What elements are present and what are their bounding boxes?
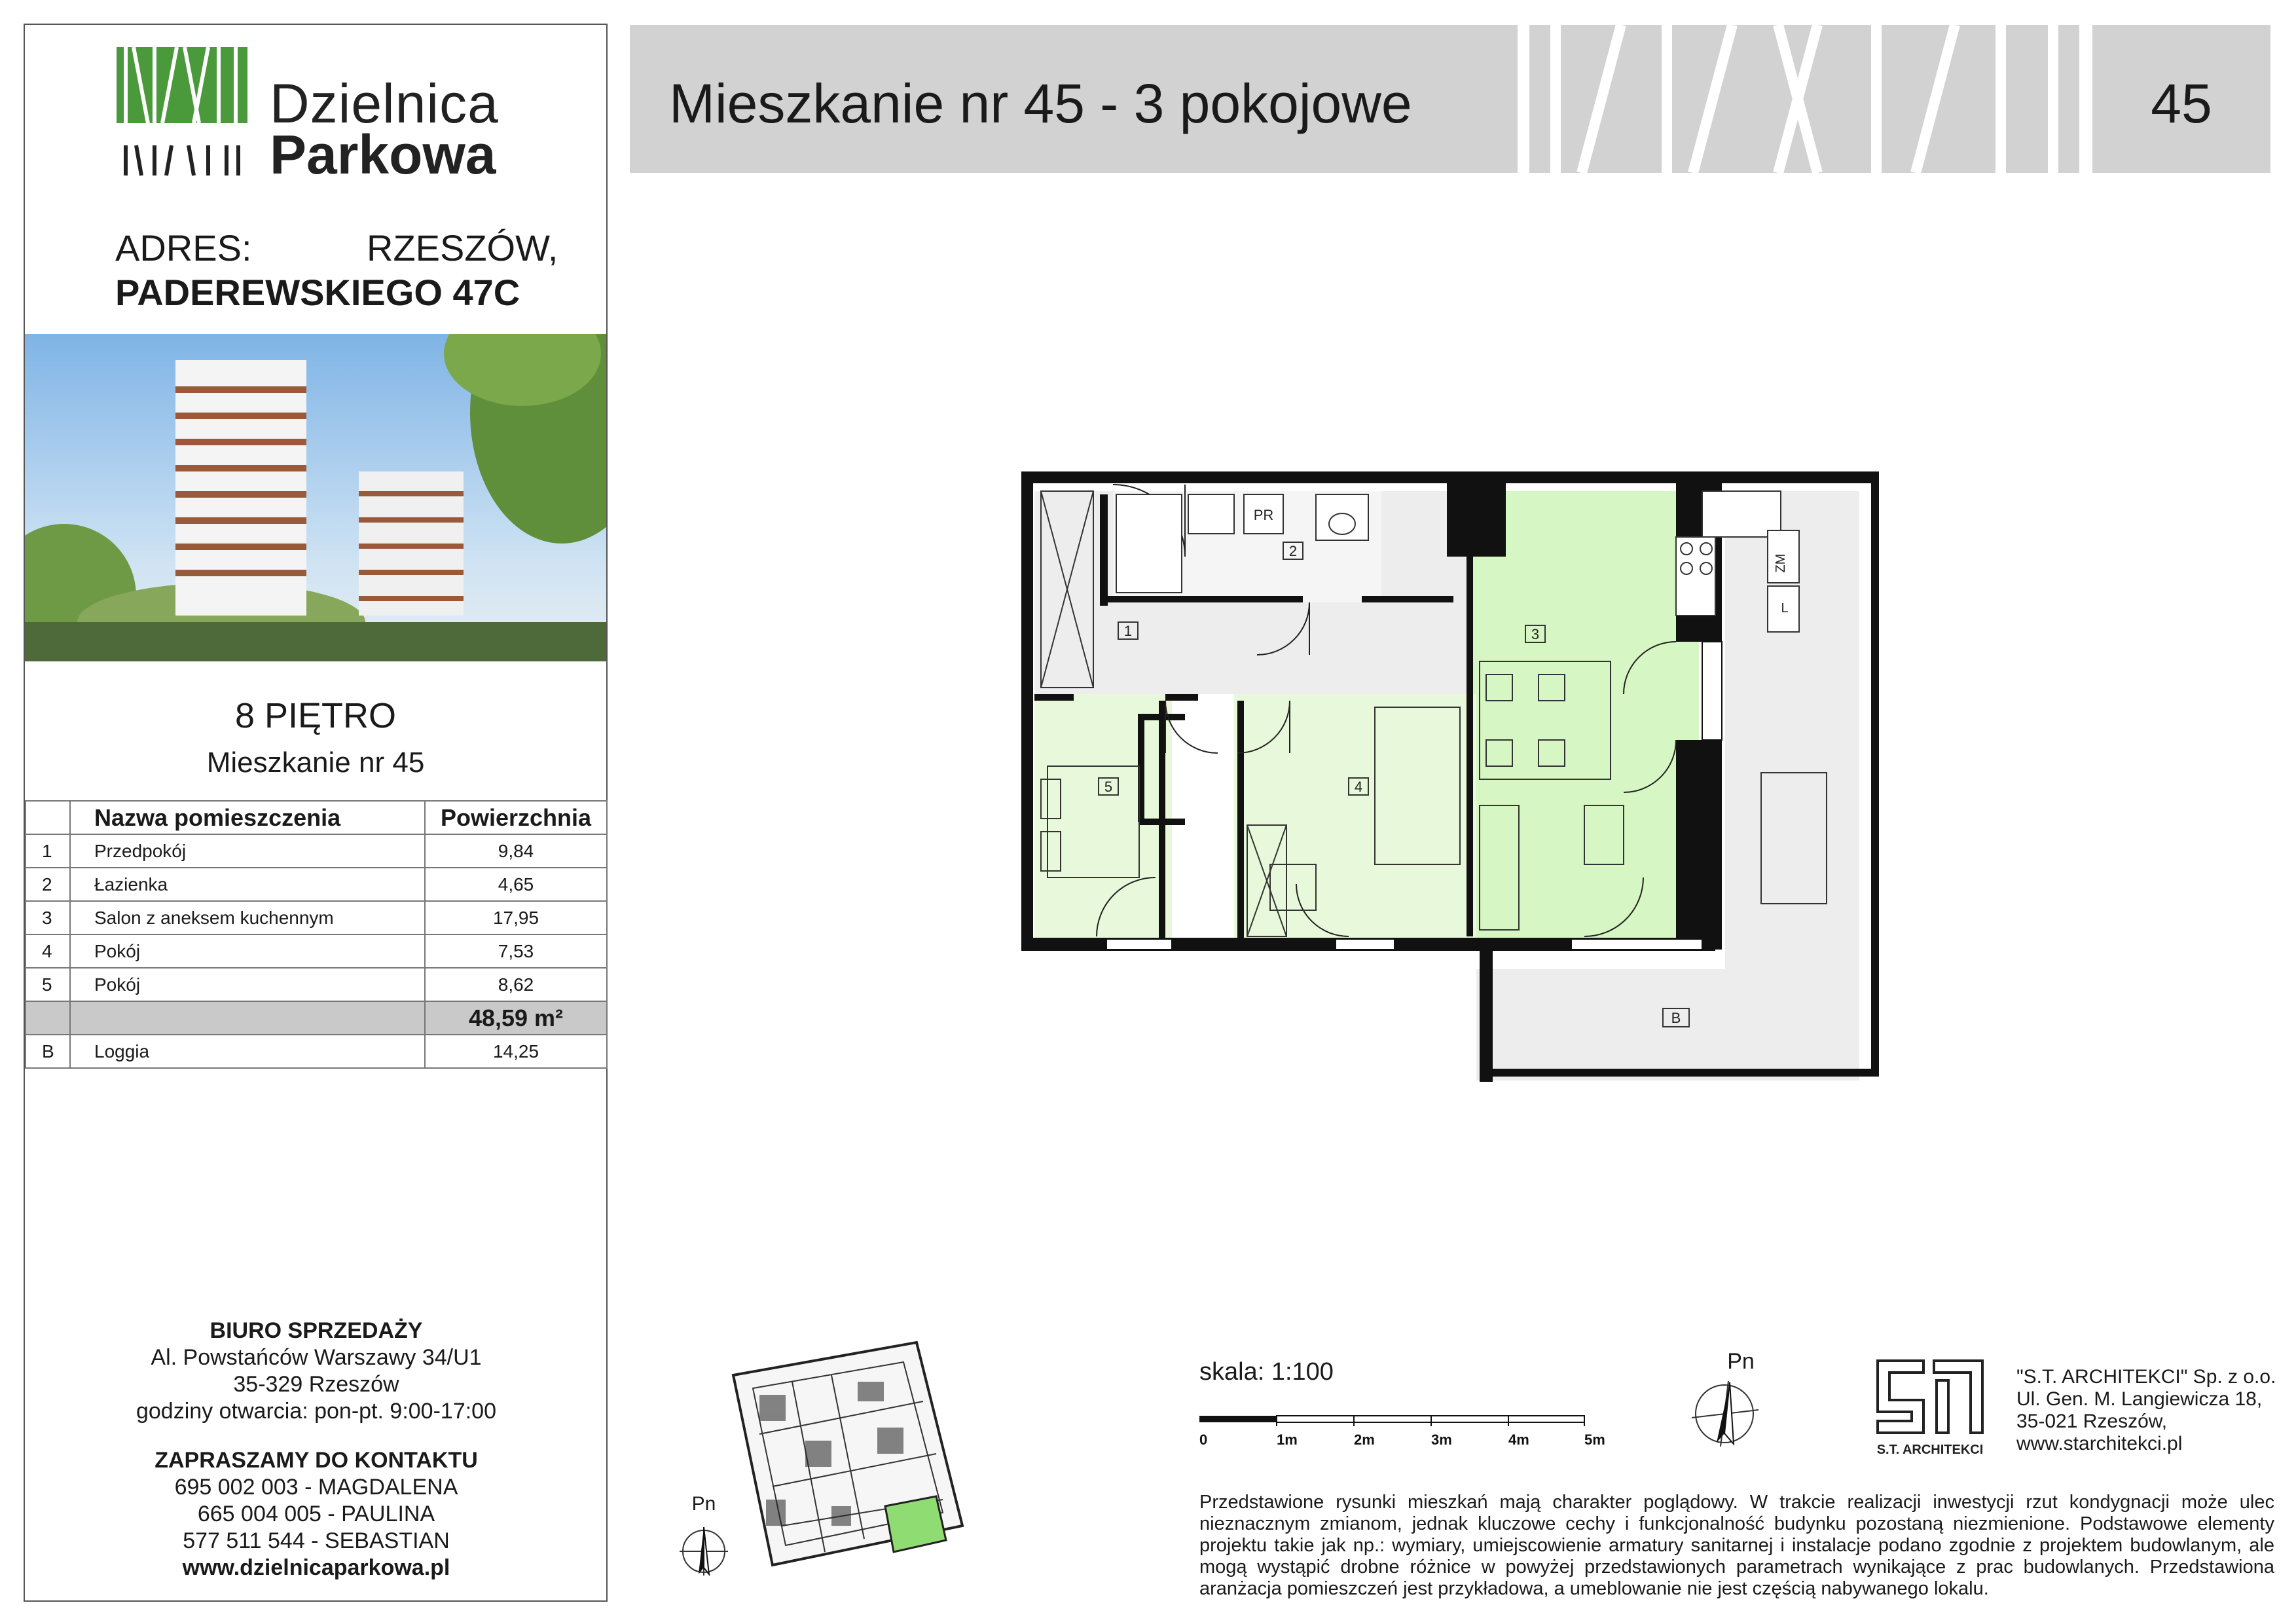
bathroom-fixture-pr: PR <box>1253 507 1274 523</box>
compass-icon <box>1685 1375 1770 1447</box>
apartment-number: 45 <box>2151 73 2212 134</box>
loggia-area <box>1476 969 1859 1080</box>
room-label-4: 4 <box>1354 779 1363 795</box>
table-row <box>26 901 607 934</box>
scale-tick-label: 2m <box>1354 1431 1375 1448</box>
scale-tick-label: 1m <box>1277 1431 1298 1448</box>
disclaimer-text: Przedstawione rysunki mieszkań mają charakter poglądowy. W trakcie realizacji inwestycji rzut kondygnacji może ulec nieznacznym zmianom, jednak kluczowe cechy i funkcjonalność budynku pozostaną niezmienione. Podstawowe elementy projektu takie jak np.: wymiary, umiejscowienie armatury sanitarnej i instalacje podano zgodnie z projektem budowlanym, ale mogą wystąpić drobne różnice w powyżej przedstawionych parametrach wynikające z prac budowlanych. Przedstawiona aranżacja pomieszczeń jest przykładowa, a umeblowanie nie jest częścią nabywanego lokalu. <box>1199 1492 2274 1599</box>
firm-street: Ul. Gen. M. Langiewicza 18, <box>2016 1388 2263 1410</box>
room-number: 3 <box>26 901 70 934</box>
column-header-number <box>26 801 70 834</box>
room-name: Pokój <box>70 934 425 968</box>
floor-plan <box>1021 465 1886 1087</box>
address-street: PADEREWSKIEGO 47C <box>115 272 520 313</box>
room-label-2: 2 <box>1288 543 1298 559</box>
room-area: 9,84 <box>425 834 607 868</box>
column-header-area: Powierzchnia <box>425 801 607 834</box>
column-header-room-name: Nazwa pomieszczenia <box>70 801 425 834</box>
north-label: Pn <box>1727 1349 1755 1374</box>
sales-office-city: 35-329 Rzeszów <box>233 1372 399 1397</box>
contact-phone[interactable]: 577 511 544 - SEBASTIAN <box>183 1528 450 1553</box>
firm-info <box>2016 1366 2276 1455</box>
table-row <box>26 834 607 868</box>
scale-tick-label: 0 <box>1199 1431 1208 1448</box>
room-name: Pokój <box>70 968 425 1001</box>
contact-phone[interactable]: 695 002 003 - MAGDALENA <box>174 1475 458 1500</box>
compass-icon <box>674 1515 733 1581</box>
total-row <box>26 1001 607 1035</box>
contact-title: ZAPRASZAMY DO KONTAKTU <box>155 1448 478 1473</box>
room-area: 7,53 <box>425 934 607 968</box>
room-label-3: 3 <box>1531 626 1540 642</box>
room-number: 2 <box>26 868 70 901</box>
north-label: Pn <box>691 1493 716 1515</box>
table-row <box>26 968 607 1001</box>
apartment-subtitle: Mieszkanie nr 45 <box>206 747 425 779</box>
page-title: Mieszkanie nr 45 - 3 pokojowe <box>669 73 1412 134</box>
firm-website[interactable]: www.starchitekci.pl <box>2016 1433 2183 1454</box>
room-area: 8,62 <box>425 968 607 1001</box>
room-area: 14,25 <box>425 1035 607 1068</box>
address-label: ADRES: <box>115 227 252 268</box>
room-label-b: B <box>1671 1010 1681 1026</box>
room-number: 4 <box>26 934 70 968</box>
room-area: 17,95 <box>425 901 607 934</box>
firm-city: 35-021 Rzeszów, <box>2016 1411 2168 1432</box>
firm-logo-caption: S.T. ARCHITEKCI <box>1876 1443 1984 1457</box>
brand-name-line1: Dzielnica <box>270 73 499 134</box>
scale-tick-label: 4m <box>1508 1431 1529 1448</box>
room-area: 4,65 <box>425 868 607 901</box>
contact-block <box>25 1318 608 1581</box>
room-name: Łazienka <box>70 868 425 901</box>
total-empty-cell <box>70 1001 425 1035</box>
building-key-plan <box>727 1336 975 1585</box>
brand-name-line2: Parkowa <box>270 124 496 185</box>
north-arrow <box>1685 1349 1770 1447</box>
website-link[interactable]: www.dzielnicaparkowa.pl <box>182 1555 450 1580</box>
floor-title: 8 PIĘTRO <box>234 696 397 735</box>
building-photo <box>25 334 606 661</box>
kitchen-fixture-l: L <box>1781 601 1789 616</box>
sales-office-hours: godziny otwarcia: pon-pt. 9:00-17:00 <box>136 1399 496 1424</box>
scale-tick-label: 5m <box>1584 1431 1605 1448</box>
sales-office-street: Al. Powstańców Warszawy 34/U1 <box>151 1345 482 1370</box>
room-label-5: 5 <box>1104 779 1113 795</box>
table-row <box>26 868 607 901</box>
rooms-table <box>25 800 608 1069</box>
room-number: 5 <box>26 968 70 1001</box>
table-header-row <box>26 801 607 834</box>
st-architekci-logo-icon <box>1871 1354 1989 1459</box>
sales-office-title: BIURO SPRZEDAŻY <box>210 1318 423 1343</box>
firm-name: "S.T. ARCHITEKCI" Sp. z o.o. <box>2016 1366 2276 1388</box>
room-number: 1 <box>26 834 70 868</box>
apartment-highlight <box>885 1496 946 1552</box>
header-decoration-icon <box>1529 25 2079 173</box>
scale-bar <box>1198 1412 1617 1458</box>
scale-tick-label: 3m <box>1431 1431 1452 1448</box>
table-row <box>26 934 607 968</box>
total-empty-cell <box>26 1001 70 1035</box>
total-area: 48,59 m² <box>425 1001 607 1035</box>
room-number: B <box>26 1035 70 1068</box>
table-row-loggia <box>26 1035 607 1068</box>
room-label-1: 1 <box>1123 623 1133 639</box>
living-room-area <box>1473 491 1699 943</box>
room-name: Loggia <box>70 1035 425 1068</box>
scale-label: skala: 1:100 <box>1199 1358 1334 1386</box>
north-arrow-small <box>674 1493 733 1591</box>
kitchen-fixture-zm: ZM <box>1774 553 1788 573</box>
address-city: RZESZÓW, <box>367 227 558 268</box>
dzielnica-parkowa-logo-icon <box>117 47 247 178</box>
room-name: Przedpokój <box>70 834 425 868</box>
contact-phone[interactable]: 665 004 005 - PAULINA <box>197 1502 435 1526</box>
room-name: Salon z aneksem kuchennym <box>70 901 425 934</box>
